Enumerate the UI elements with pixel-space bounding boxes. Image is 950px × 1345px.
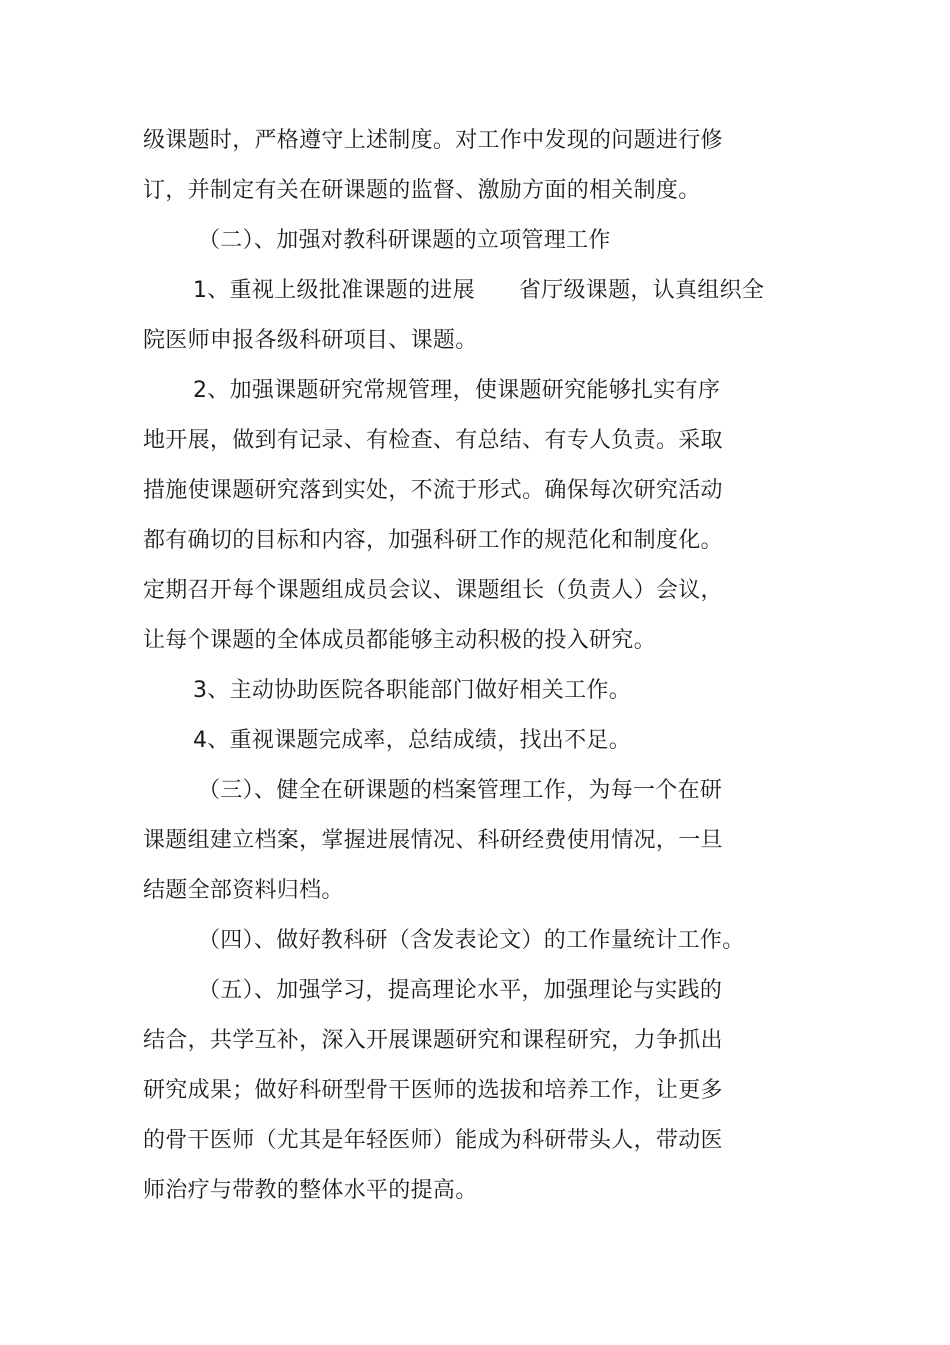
- text-line: 研究成果；做好科研型骨干医师的选拔和培养工作，让更多: [143, 1078, 723, 1103]
- text-line: 结题全部资料归档。: [143, 878, 344, 903]
- text-line: 订，并制定有关在研课题的监督、激励方面的相关制度。: [143, 178, 701, 203]
- text-line: 定期召开每个课题组成员会议、课题组长（负责人）会议，: [143, 578, 723, 603]
- text-segment: 1、重视上级批准课题的进展: [193, 278, 475, 303]
- text-line: 师治疗与带教的整体水平的提高。: [143, 1178, 478, 1203]
- section-heading: （二）、加强对教科研课题的立项管理工作: [198, 228, 611, 253]
- text-line: 让每个课题的全体成员都能够主动积极的投入研究。: [143, 628, 656, 653]
- text-line: 的骨干医师（尤其是年轻医师）能成为科研带头人，带动医: [143, 1128, 723, 1153]
- text-line: 级课题时，严格遵守上述制度。对工作中发现的问题进行修: [143, 128, 723, 153]
- text-line: [193, 276, 764, 306]
- section-heading: （四）、做好教科研（含发表论文）的工作量统计工作。: [198, 928, 745, 953]
- section-heading: （三）、健全在研课题的档案管理工作，为每一个在研: [198, 778, 723, 803]
- text-line: 措施使课题研究落到实处，不流于形式。确保每次研究活动: [143, 478, 723, 503]
- section-heading: （五）、加强学习，提高理论水平，加强理论与实践的: [198, 978, 723, 1003]
- text-line: 2、加强课题研究常规管理，使课题研究能够扎实有序: [193, 378, 721, 403]
- text-line: 4、重视课题完成率，总结成绩，找出不足。: [193, 728, 631, 753]
- text-line: 3、主动协助医院各职能部门做好相关工作。: [193, 678, 631, 703]
- text-line: 课题组建立档案，掌握进展情况、科研经费使用情况，一旦: [143, 828, 723, 853]
- text-segment: 省厅级课题，认真组织全: [518, 278, 765, 303]
- text-line: 都有确切的目标和内容，加强科研工作的规范化和制度化。: [143, 528, 723, 553]
- text-line: 院医师申报各级科研项目、课题。: [143, 328, 478, 353]
- text-line: 结合，共学互补，深入开展课题研究和课程研究，力争抓出: [143, 1028, 723, 1053]
- text-line: 地开展，做到有记录、有检查、有总结、有专人负责。采取: [143, 428, 723, 453]
